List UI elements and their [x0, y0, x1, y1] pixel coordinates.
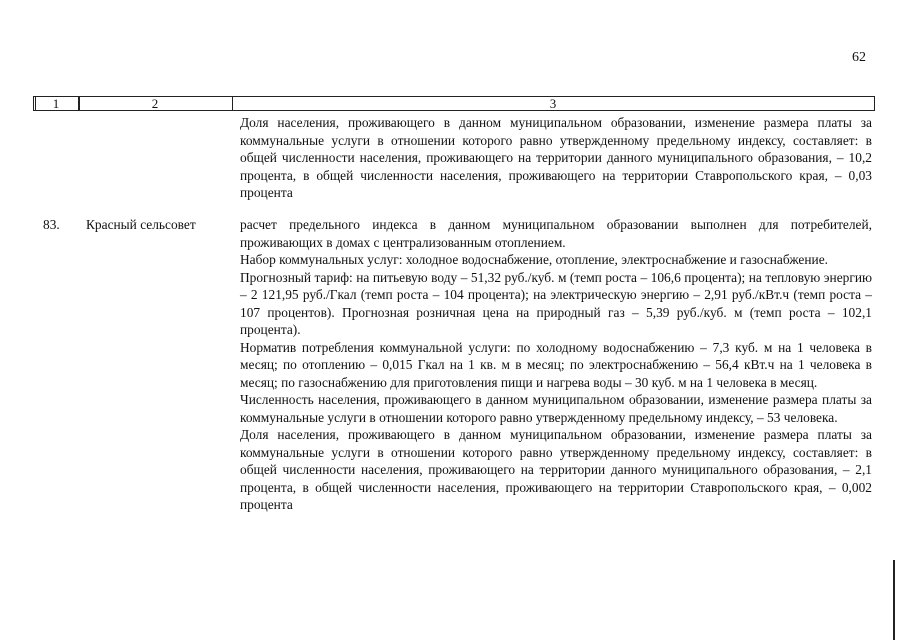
- page-number: 62: [852, 50, 866, 65]
- entry-description: [240, 216, 872, 514]
- table-header-col2-label: 2: [151, 96, 159, 111]
- share-paragraph: Доля населения, проживающего в данном муниципальном образовании, изменение размера платы за коммунальные услуги в отношении которого равно утвержденному предельному индексу, составляет: в общей численности населения, проживающего на территории данного муниципального образования, – 10,2 процента, в общей численности населения, проживающего на территории Ставропольского края, – 0,03 процента: [240, 115, 872, 200]
- table-header-row: [33, 96, 875, 111]
- header-inner-rule: [35, 97, 36, 110]
- table-header-col1: [34, 97, 79, 110]
- paragraph-population: Численность населения, проживающего в данном муниципальном образовании, изменение размера платы за коммунальные услуги в отношении которого равно утвержденному предельному индексу, – 53 человека.: [240, 392, 872, 425]
- header-inner-rule: [79, 97, 80, 110]
- paragraph-tariff: Прогнозный тариф: на питьевую воду – 51,32 руб./куб. м (темп роста – 106,6 процента); на тепловую энергию – 2 121,95 руб./Гкал (темп роста – 104 процента); на электрическую энергию – 2,91 руб./кВт.ч (темп роста – 107 процентов). Прогнозная розничная цена на природный газ – 5,39 руб./куб. м (темп роста – 102,1 процента).: [240, 269, 872, 337]
- paragraph-calculation: расчет предельного индекса в данном муниципальном образовании выполнен для потребителей, проживающих в домах с централизованным отоплением.: [240, 217, 872, 250]
- paragraph-services: Набор коммунальных услуг: холодное водоснабжение, отопление, электроснабжение и газоснабжение.: [240, 252, 828, 267]
- table-header-col3: 3: [549, 96, 557, 111]
- scan-edge-mark: [893, 560, 895, 640]
- table-header-col2: [78, 97, 233, 110]
- paragraph-norms: Норматив потребления коммунальной услуги: по холодному водоснабжению – 7,3 куб. м на 1 человека в месяц; по отоплению – 0,015 Гкал на 1 кв. м в месяц; по электроснабжению – 56,4 кВт.ч на 1 человека в месяц; по газоснабжению для приготовления пищи и нагрева воды – 30 куб. м на 1 человека в месяц.: [240, 339, 872, 390]
- entry-name: Красный сельсовет: [86, 217, 196, 232]
- entry-number: 83.: [43, 217, 60, 232]
- paragraph-share: Доля населения, проживающего в данном муниципальном образовании, изменение размера платы за коммунальные услуги в отношении которого равно утвержденному предельному индексу, составляет: в общей численности населения, проживающего на территории данного муниципального образования, – 2,1 процента, в общей численности населения, проживающего на территории Ставропольского края, – 0,002 процента: [240, 427, 872, 512]
- table-header-col1-label: 1: [52, 96, 60, 111]
- previous-entry-text: [240, 114, 872, 202]
